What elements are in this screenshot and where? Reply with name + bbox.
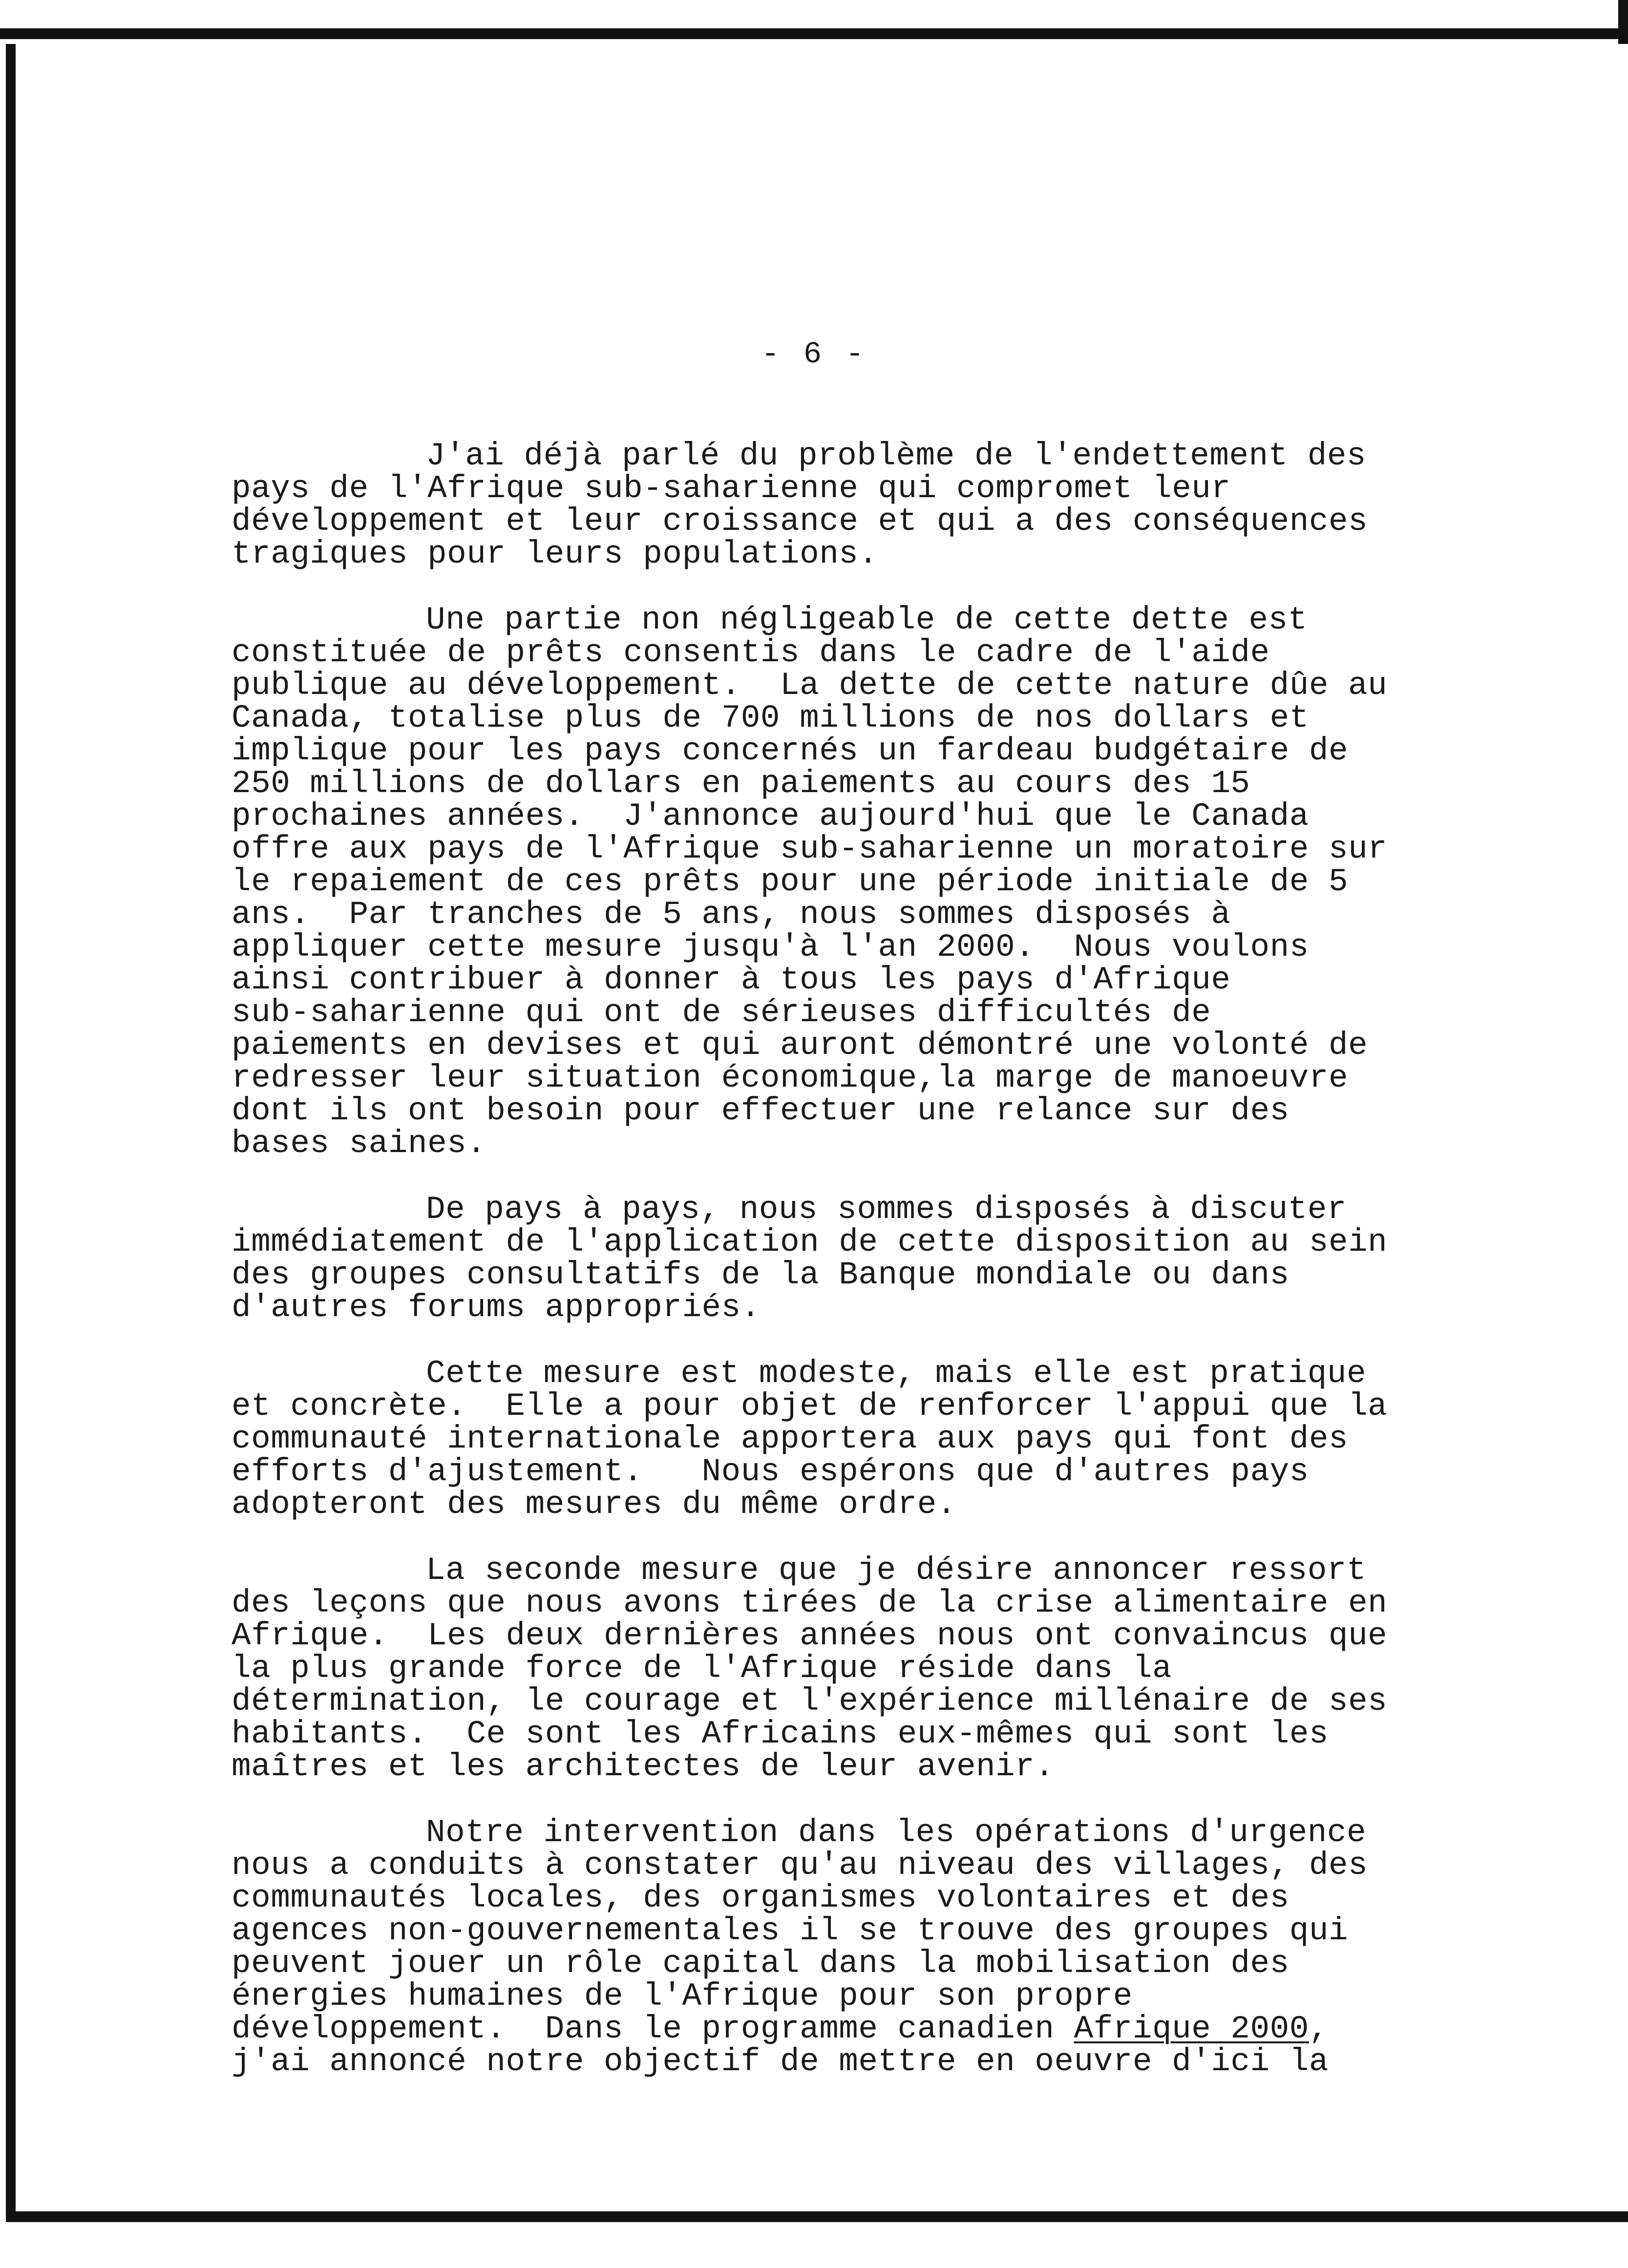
text-line: peuvent jouer un rôle capital dans la mobilisation des	[232, 1945, 1290, 1982]
text-line: énergies humaines de l'Afrique pour son propre	[232, 1978, 1133, 2015]
text-line: dont ils ont besoin pour effectuer une relance sur des	[232, 1092, 1290, 1129]
text-line: offre aux pays de l'Afrique sub-saharienne un moratoire sur	[232, 831, 1388, 867]
text-fragment: développement. Dans le programme canadien	[232, 2011, 1074, 2047]
text-line: De pays à pays, nous sommes disposés à discuter	[426, 1191, 1347, 1228]
text-line: efforts d'ajustement. Nous espérons que d'autres pays	[232, 1453, 1309, 1490]
page-border-bottom	[6, 2211, 1628, 2222]
paragraph-moratorium	[232, 604, 1423, 1160]
page-number: - 6 -	[761, 337, 867, 372]
text-line: Cette mesure est modeste, mais elle est pratique	[426, 1355, 1367, 1392]
document-body	[232, 440, 1423, 2111]
text-line: communauté internationale apportera aux pays qui font des	[232, 1421, 1349, 1457]
text-line: des groupes consultatifs de la Banque mondiale ou dans	[232, 1257, 1290, 1293]
text-line: La seconde mesure que je désire annoncer ressort	[426, 1552, 1367, 1589]
text-line: d'autres forums appropriés.	[232, 1289, 761, 1326]
text-line: communautés locales, des organismes volontaires et des	[232, 1880, 1290, 1916]
text-line: Canada, totalise plus de 700 millions de nos dollars et	[232, 700, 1309, 736]
text-line: J'ai déjà parlé du problème de l'endettement des	[426, 438, 1367, 474]
text-line: et concrète. Elle a pour objet de renforcer l'appui que la	[232, 1388, 1388, 1425]
text-line: maîtres et les architectes de leur avenir.	[232, 1748, 1055, 1785]
text-line: tragiques pour leurs populations.	[232, 536, 878, 572]
text-line: adopteront des mesures du même ordre.	[232, 1486, 956, 1523]
text-line: habitants. Ce sont les Africains eux-mêmes qui sont les	[232, 1716, 1329, 1752]
text-line: publique au développement. La dette de cette nature dûe au	[232, 667, 1388, 704]
text-line: prochaines années. J'annonce aujourd'hui que le Canada	[232, 798, 1309, 835]
text-line: détermination, le courage et l'expérience millénaire de ses	[232, 1683, 1388, 1720]
page-border-top	[0, 28, 1628, 39]
paragraph-emergency-operations	[232, 1816, 1423, 2078]
text-line: j'ai annoncé notre objectif de mettre en oeuvre d'ici la	[232, 2043, 1329, 2080]
text-line: 250 millions de dollars en paiements au cours des 15	[232, 765, 1250, 802]
page-border-corner	[1618, 0, 1628, 44]
text-line: immédiatement de l'application de cette disposition au sein	[232, 1224, 1388, 1260]
text-line: agences non-gouvernementales il se trouve des groupes qui	[232, 1912, 1349, 1949]
paragraph-bilateral-discussion	[232, 1193, 1423, 1324]
paragraph-modest-measure	[232, 1357, 1423, 1521]
text-line: des leçons que nous avons tirées de la crise alimentaire en	[232, 1585, 1388, 1621]
text-line: pays de l'Afrique sub-saharienne qui compromet leur	[232, 470, 1231, 507]
text-line: appliquer cette mesure jusqu'à l'an 2000. Nous voulons	[232, 929, 1309, 966]
text-line: la plus grande force de l'Afrique réside dans la	[232, 1650, 1172, 1687]
text-line: Notre intervention dans les opérations d'urgence	[426, 1814, 1367, 1851]
text-line: nous a conduits à constater qu'au niveau des villages, des	[232, 1847, 1368, 1884]
paragraph-debt-problem	[232, 440, 1423, 570]
text-line: paiements en devises et qui auront démontré une volonté de	[232, 1027, 1368, 1064]
text-line: développement et leur croissance et qui a des conséquences	[232, 503, 1368, 540]
text-line: Une partie non négligeable de cette dette est	[426, 602, 1308, 638]
text-line-with-program-title	[232, 2013, 1423, 2045]
text-fragment: ,	[1309, 2011, 1329, 2047]
text-line: bases saines.	[232, 1125, 486, 1162]
text-line: constituée de prêts consentis dans le cadre de l'aide	[232, 634, 1270, 671]
text-line: ainsi contribuer à donner à tous les pays d'Afrique	[232, 962, 1231, 998]
program-title: Afrique 2000	[1074, 2011, 1309, 2047]
text-line: redresser leur situation économique,la marge de manoeuvre	[232, 1060, 1349, 1096]
text-line: implique pour les pays concernés un fardeau budgétaire de	[232, 733, 1349, 769]
text-line: le repaiement de ces prêts pour une période initiale de 5	[232, 863, 1349, 900]
paragraph-second-measure	[232, 1554, 1423, 1783]
text-line: Afrique. Les deux dernières années nous ont convaincus que	[232, 1617, 1388, 1654]
text-line: ans. Par tranches de 5 ans, nous sommes disposés à	[232, 896, 1231, 933]
text-line: sub-saharienne qui ont de sérieuses difficultés de	[232, 994, 1211, 1031]
